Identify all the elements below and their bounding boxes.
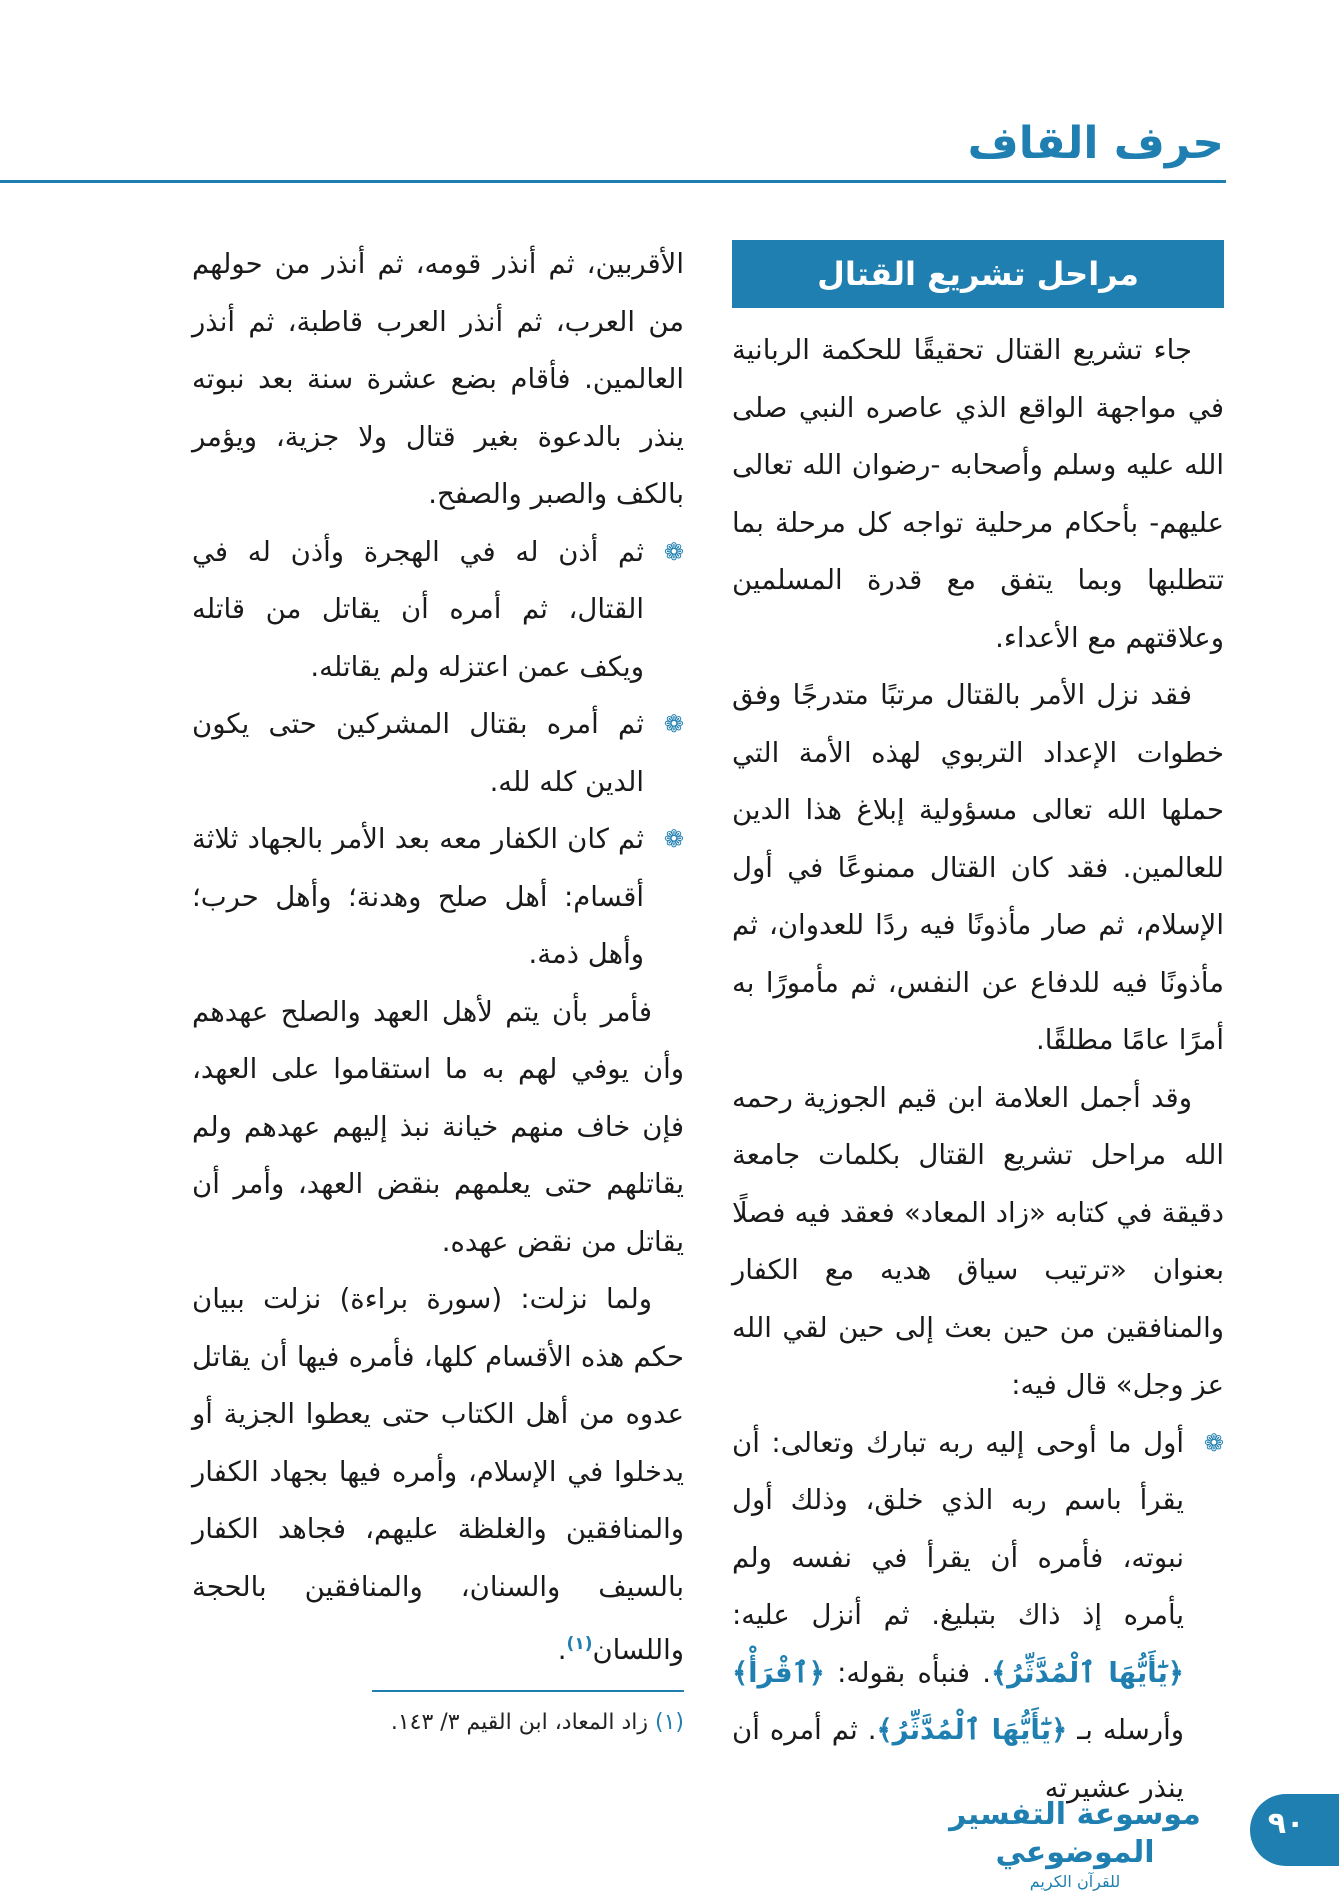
paragraph: فقد نزل الأمر بالقتال مرتبًا متدرجًا وفق خطوات الإعداد التربوي لهذه الأمة التي حملها الله تعالى مسؤولية إبلاغ هذا الدين للعالمين. فقد كان القتال ممنوعًا في أول الإسلام، ثم صار مأذونًا فيه ردًا للعدوان، ثم مأذونًا فيه للدفاع عن النفس، ثم مأمورًا به أمرًا عامًا مطلقًا. <box>732 679 1224 1056</box>
footnote-number: (١) <box>654 1710 684 1735</box>
paragraph: وقد أجمل العلامة ابن قيم الجوزية رحمه الله مراحل تشريع القتال بكلمات جامعة دقيقة في كتابه «زاد المعاد» فعقد فيه فصلًا بعنوان «ترتيب سياق هديه مع الكفار والمنافقين من حين بعث إلى حين لقي الله عز وجل» قال فيه: <box>732 1081 1224 1401</box>
footnote-rule <box>372 1690 684 1692</box>
paragraph: الأقربين، ثم أنذر قومه، ثم أنذر من حولهم من العرب، ثم أنذر العرب قاطبة، ثم أنذر العالمين. فأقام بضع عشرة سنة بعد نبوته ينذر بالدعوة بغير قتال ولا جزية، ويؤمر بالكف والصبر والصفح. <box>192 248 684 510</box>
bullet-item: ❁ ثم أمره بقتال المشركين حتى يكون الدين كله لله. <box>192 696 684 811</box>
quran-verse: ﴿ٱقْرَأْ﴾ <box>732 1656 825 1689</box>
paragraph: ولما نزلت: (سورة براءة) نزلت ببيان حكم هذه الأقسام كلها، فأمره فيها أن يقاتل عدوه من أهل الكتاب حتى يعطوا الجزية أو يدخلوا في الإسلام، وأمره فيها بجهاد الكفار والمنافقين والغلظة عليهم، فجاهد الكفار بالسيف والسنان، والمنافقين بالحجة واللسان$^{(١)}$. <box>192 1283 684 1667</box>
logo-main-text: موسوعة التفسير الموضوعي <box>949 1797 1201 1870</box>
flower-bullet-icon: ❁ <box>663 710 684 738</box>
quran-verse: ﴿يَٰٓأَيُّهَا ٱلْمُدَّثِّرُ﴾ <box>991 1656 1184 1689</box>
logo-sub-text: للقرآن الكريم <box>1029 1872 1121 1891</box>
footnote <box>192 1710 684 1735</box>
footnote-text: زاد المعاد، ابن القيم ٣/ ١٤٣. <box>390 1710 648 1735</box>
flower-bullet-icon: ❁ <box>663 825 684 853</box>
paragraph: فأمر بأن يتم لأهل العهد والصلح عهدهم وأن يوفي لهم به ما استقاموا على العهد، فإن خاف منهم خيانة نبذ إليهم عهدهم ولم يقاتلهم حتى يعلمهم بنقض العهد، وأمر أن يقاتل من نقض عهده. <box>192 995 684 1258</box>
bullet-item: ❁ ثم كان الكفار معه بعد الأمر بالجهاد ثلاثة أقسام: أهل صلح وهدنة؛ وأهل حرب؛ وأهل ذمة. <box>192 811 684 984</box>
running-header-title: حرف القاف <box>967 118 1224 169</box>
header-rule <box>0 180 1226 183</box>
right-column <box>732 322 1224 1817</box>
page-number: ٩٠ <box>1267 1806 1305 1841</box>
bullet-item: ❁ أول ما أوحى إليه ربه تبارك وتعالى: أن يقرأ باسم ربه الذي خلق، وذلك أول نبوته، فأمره أن يقرأ في نفسه ولم يأمره إذ ذاك بتبليغ. ثم أنزل عليه: ﴿يَٰٓأَيُّهَا ٱلْمُدَّثِّرُ﴾. فنبأه بقوله: ﴿ٱقْرَأْ﴾ وأرسله بـ ﴿يَٰٓأَيُّهَا ٱلْمُدَّثِّرُ﴾. ثم أمره أن ينذر عشيرته <box>732 1415 1224 1818</box>
flower-bullet-icon: ❁ <box>663 537 684 566</box>
bullet-item: ❁ ثم أذن له في الهجرة وأذن له في القتال، ثم أمره أن يقاتل من قاتله ويكف عمن اعتزله ولم يقاتله. <box>192 524 684 697</box>
quran-verse: ﴿يَٰٓأَيُّهَا ٱلْمُدَّثِّرُ﴾ <box>876 1714 1068 1746</box>
left-column <box>192 236 684 1680</box>
footnote-reference[interactable]: (١) <box>566 1634 593 1654</box>
section-heading: مراحل تشريع القتال <box>732 240 1224 308</box>
paragraph: جاء تشريع القتال تحقيقًا للحكمة الربانية في مواجهة الواقع الذي عاصره النبي صلى الله عليه وسلم وأصحابه -رضوان الله تعالى عليهم- بأحكام مرحلية تواجه كل مرحلة بما تتطلبها وبما يتفق مع قدرة المسلمين وعلاقتهم مع الأعداء. <box>732 334 1224 654</box>
series-logo <box>930 1796 1220 1892</box>
flower-bullet-icon: ❁ <box>1203 1428 1224 1457</box>
